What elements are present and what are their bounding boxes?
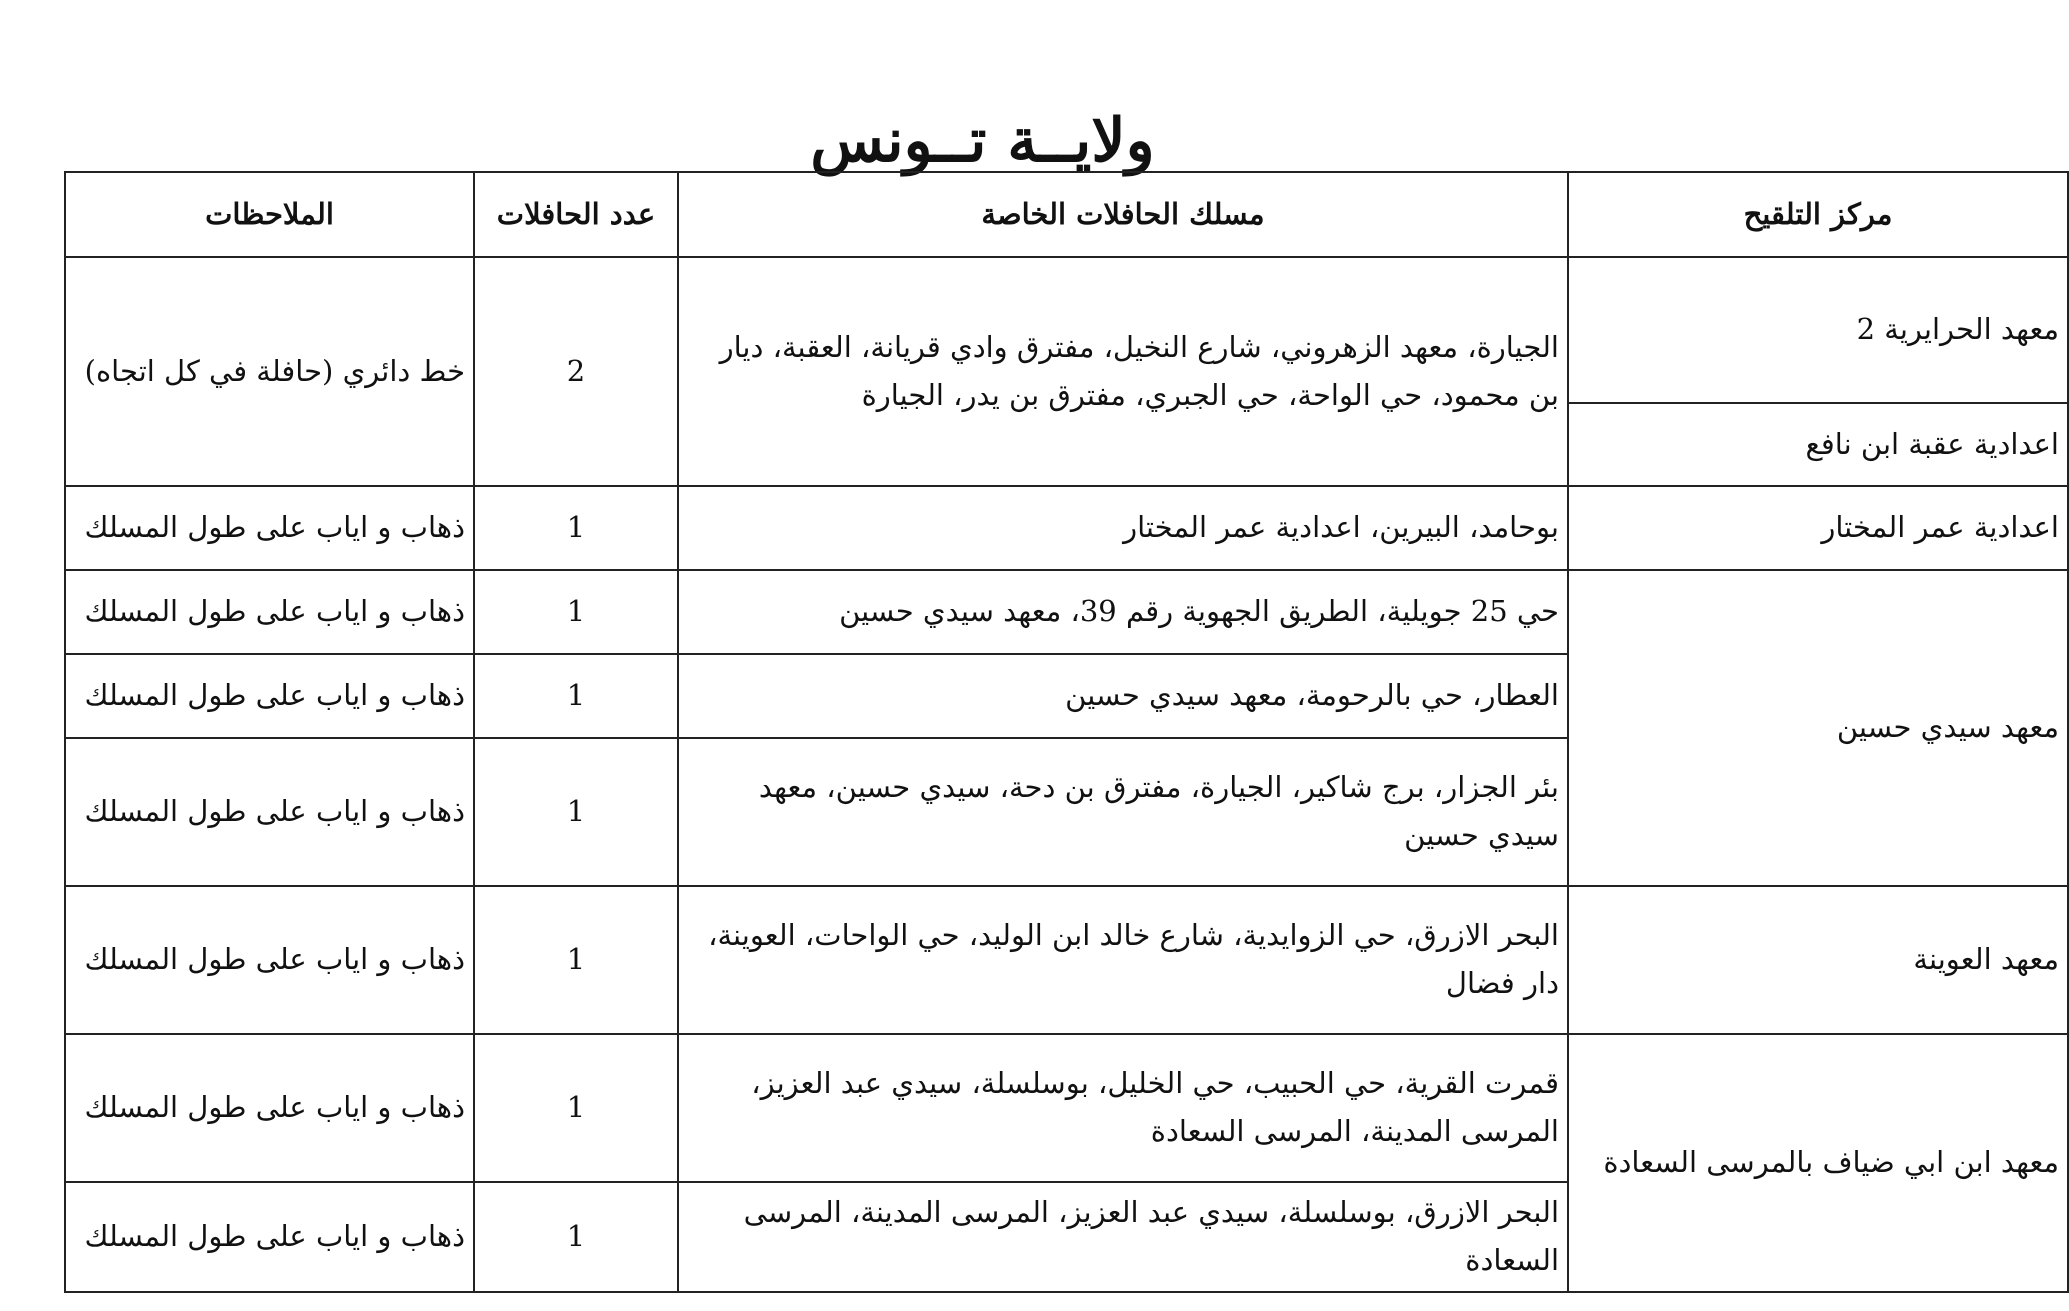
notes-cell: ذهاب و اياب على طول المسلك: [65, 886, 474, 1034]
center-cell: معهد الحرايرية 2: [1568, 257, 2068, 403]
table-row: [65, 486, 2068, 570]
notes-cell: ذهاب و اياب على طول المسلك: [65, 738, 474, 886]
route-cell: البحر الازرق، بوسلسلة، سيدي عبد العزيز، المرسى المدينة، المرسى السعادة: [678, 1182, 1568, 1292]
bus-count-cell: 1: [474, 486, 678, 570]
table-row: [65, 1034, 2068, 1182]
header-notes: الملاحظات: [65, 172, 474, 257]
bus-count-cell: 1: [474, 570, 678, 654]
notes-cell: خط دائري (حافلة في كل اتجاه): [65, 257, 474, 486]
table-row: [65, 886, 2068, 1034]
bus-routes-table: [64, 171, 2069, 1293]
center-cell: اعدادية عقبة ابن نافع: [1568, 403, 2068, 486]
center-cell: معهد ابن ابي ضياف بالمرسى السعادة: [1568, 1034, 2068, 1292]
bus-count-cell: 1: [474, 886, 678, 1034]
center-cell: معهد سيدي حسين: [1568, 570, 2068, 886]
bus-count-cell: 1: [474, 1034, 678, 1182]
route-cell: قمرت القرية، حي الحبيب، حي الخليل، بوسلسلة، سيدي عبد العزيز، المرسى المدينة، المرسى السعادة: [678, 1034, 1568, 1182]
center-cell: اعدادية عمر المختار: [1568, 486, 2068, 570]
route-cell: البحر الازرق، حي الزوايدية، شارع خالد ابن الوليد، حي الواحات، العوينة، دار فضال: [678, 886, 1568, 1034]
bus-count-cell: 1: [474, 1182, 678, 1292]
table-header-row: [65, 172, 2068, 257]
notes-cell: ذهاب و اياب على طول المسلك: [65, 486, 474, 570]
table-row: [65, 570, 2068, 654]
header-center: مركز التلقيح: [1568, 172, 2068, 257]
notes-cell: ذهاب و اياب على طول المسلك: [65, 570, 474, 654]
header-route: مسلك الحافلات الخاصة: [678, 172, 1568, 257]
notes-cell: ذهاب و اياب على طول المسلك: [65, 1034, 474, 1182]
bus-count-cell: 1: [474, 738, 678, 886]
center-cell: معهد العوينة: [1568, 886, 2068, 1034]
notes-cell: ذهاب و اياب على طول المسلك: [65, 1182, 474, 1292]
route-cell: بوحامد، البيرين، اعدادية عمر المختار: [678, 486, 1568, 570]
page-title: ولايــة تــونس: [810, 106, 1155, 177]
route-cell: الجيارة، معهد الزهروني، شارع النخيل، مفترق وادي قريانة، العقبة، ديار بن محمود، حي الواحة، حي الجبري، مفترق بن يدر، الجيارة: [678, 257, 1568, 486]
route-cell: العطار، حي بالرحومة، معهد سيدي حسين: [678, 654, 1568, 738]
notes-cell: ذهاب و اياب على طول المسلك: [65, 654, 474, 738]
route-cell: بئر الجزار، برج شاكير، الجيارة، مفترق بن دحة، سيدي حسين، معهد سيدي حسين: [678, 738, 1568, 886]
table-row: [65, 257, 2068, 403]
bus-count-cell: 2: [474, 257, 678, 486]
header-count: عدد الحافلات: [474, 172, 678, 257]
bus-count-cell: 1: [474, 654, 678, 738]
route-cell: حي 25 جويلية، الطريق الجهوية رقم 39، معهد سيدي حسين: [678, 570, 1568, 654]
